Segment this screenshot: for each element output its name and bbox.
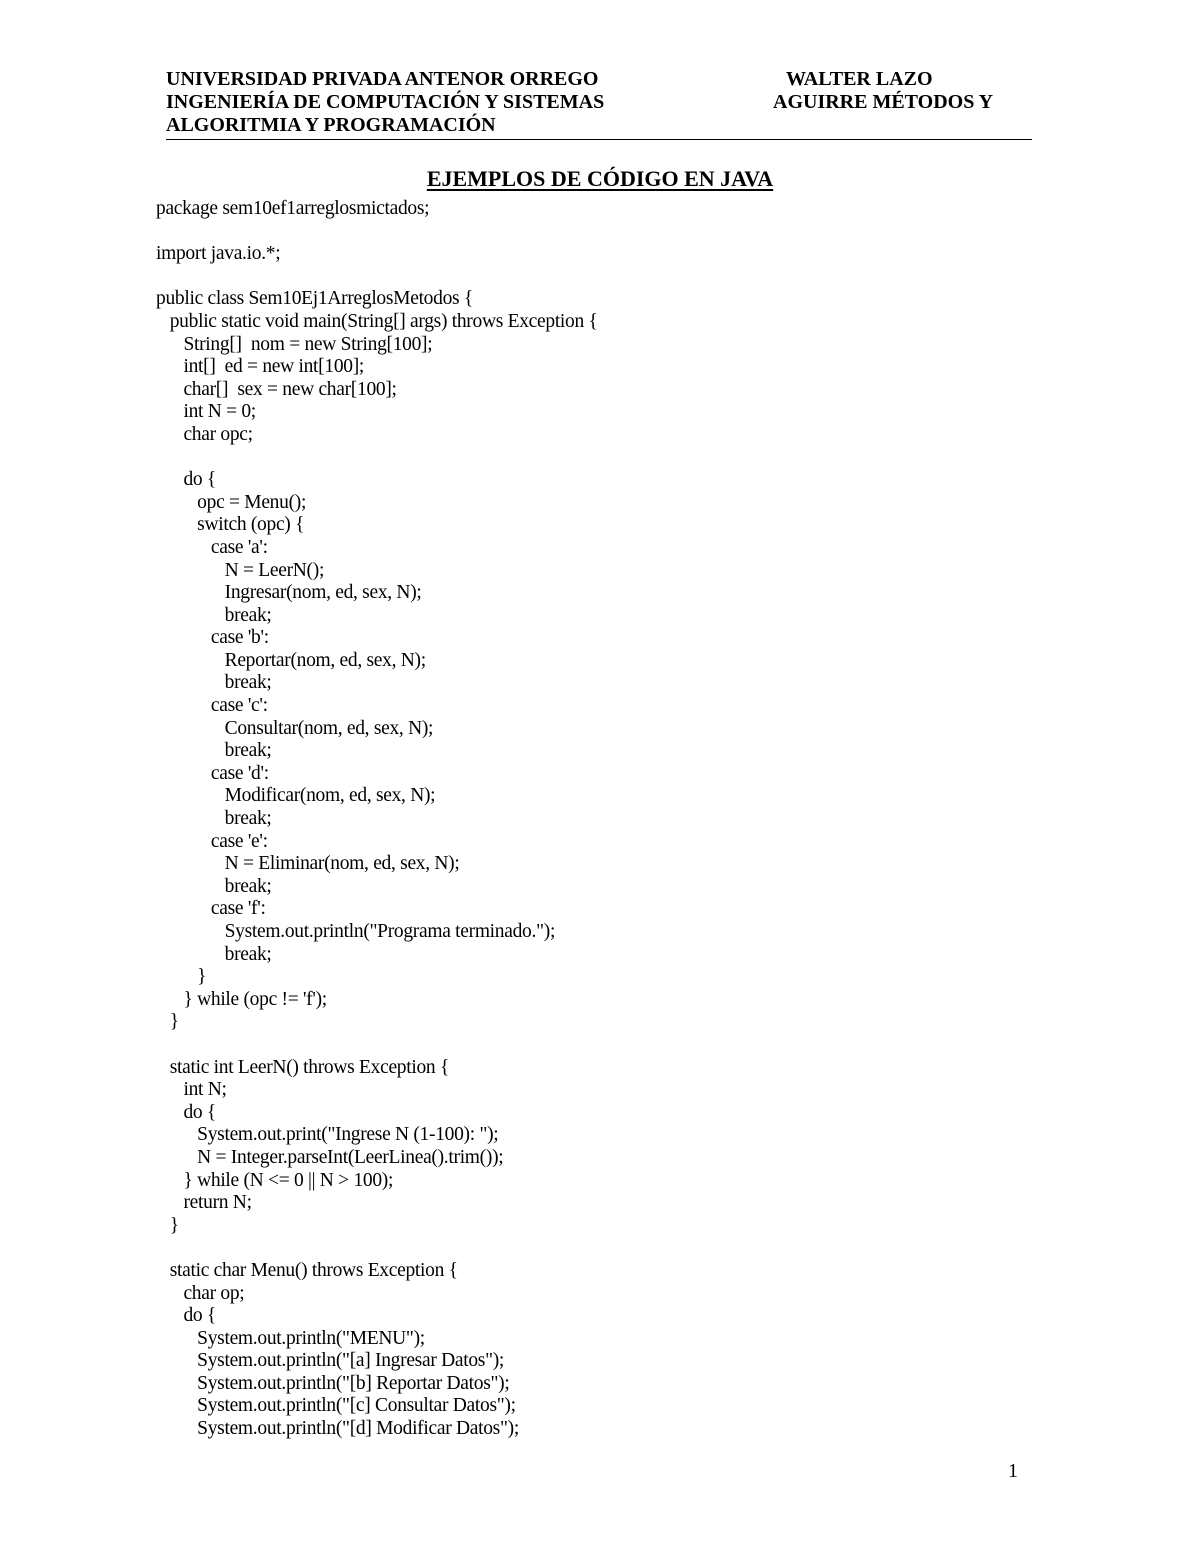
code-line: } while (opc != 'f'); — [156, 988, 327, 1010]
header-faculty: INGENIERÍA DE COMPUTACIÓN Y SISTEMAS — [166, 91, 605, 113]
code-line: int N = 0; — [156, 401, 256, 423]
code-line: System.out.println("Programa terminado."); — [156, 921, 556, 942]
code-line: public class Sem10Ej1ArreglosMetodos { — [156, 288, 473, 310]
code-line: do { — [156, 1101, 216, 1123]
code-line: public static void main(String[] args) throws Exception { — [156, 310, 598, 332]
code-line — [156, 447, 598, 470]
code-line: char opc; — [156, 423, 253, 445]
code-line: package sem10ef1arreglosmictados; — [156, 198, 430, 219]
code-line — [156, 221, 598, 244]
code-line: } — [156, 1011, 179, 1033]
code-line: opc = Menu(); — [156, 491, 307, 513]
page-header — [166, 68, 1032, 137]
code-line: int[] ed = new int[100]; — [156, 356, 365, 378]
code-line: System.out.println("[d] Modificar Datos"); — [156, 1418, 519, 1440]
header-row-1 — [166, 68, 1032, 91]
code-line: do { — [156, 1305, 216, 1327]
header-university: UNIVERSIDAD PRIVADA ANTENOR ORREGO — [166, 68, 599, 90]
code-line: System.out.println("[a] Ingresar Datos"); — [156, 1350, 505, 1372]
document-title-text: EJEMPLOS DE CÓDIGO EN JAVA — [426, 166, 774, 191]
code-line: break; — [156, 740, 272, 762]
page-number: 1 — [1008, 1460, 1018, 1482]
code-line: import java.io.*; — [156, 243, 281, 265]
code-line: break; — [156, 604, 272, 626]
code-line: break; — [156, 943, 272, 965]
code-line: int N; — [156, 1079, 227, 1101]
code-line: case 'f': — [156, 898, 266, 920]
code-line — [156, 1034, 598, 1057]
code-line: switch (opc) { — [156, 514, 305, 536]
header-divider — [166, 139, 1032, 140]
code-line: char op; — [156, 1282, 245, 1304]
header-course: ALGORITMIA Y PROGRAMACIÓN — [166, 114, 496, 136]
code-line: } — [156, 966, 207, 988]
code-line: break; — [156, 808, 272, 830]
code-line: Reportar(nom, ed, sex, N); — [156, 649, 426, 671]
code-line: } — [156, 1214, 179, 1236]
code-line: return N; — [156, 1192, 252, 1214]
code-listing — [156, 198, 598, 1441]
code-line: String[] nom = new String[100]; — [156, 333, 433, 355]
code-line: case 'b': — [156, 627, 269, 649]
code-line: char[] sex = new char[100]; — [156, 378, 397, 400]
header-row-2 — [166, 91, 1032, 114]
code-line: case 'c': — [156, 695, 268, 717]
code-line — [156, 266, 598, 289]
code-line: } while (N <= 0 || N > 100); — [156, 1169, 394, 1191]
code-line: Modificar(nom, ed, sex, N); — [156, 785, 436, 807]
header-row-3 — [166, 114, 1032, 137]
code-line: System.out.println("MENU"); — [156, 1327, 425, 1349]
header-author-line-1: WALTER LAZO — [786, 68, 933, 90]
code-line: break; — [156, 875, 272, 897]
code-line — [156, 1237, 598, 1260]
code-line: N = Integer.parseInt(LeerLinea().trim()); — [156, 1146, 504, 1168]
code-line: N = LeerN(); — [156, 559, 325, 581]
code-line: break; — [156, 672, 272, 694]
header-author-line-2: AGUIRRE MÉTODOS Y — [773, 91, 994, 113]
code-line: case 'a': — [156, 536, 268, 558]
document-title — [0, 166, 1200, 192]
code-line: do { — [156, 469, 216, 491]
code-line: N = Eliminar(nom, ed, sex, N); — [156, 853, 460, 875]
code-line: Consultar(nom, ed, sex, N); — [156, 717, 434, 739]
code-line: case 'd': — [156, 762, 269, 784]
code-line: System.out.print("Ingrese N (1-100): "); — [156, 1124, 499, 1146]
code-line: case 'e': — [156, 830, 268, 852]
code-line: System.out.println("[c] Consultar Datos"); — [156, 1395, 516, 1417]
code-line: System.out.println("[b] Reportar Datos"); — [156, 1372, 510, 1394]
code-line: static int LeerN() throws Exception { — [156, 1056, 450, 1078]
code-line: static char Menu() throws Exception { — [156, 1259, 458, 1281]
code-line: Ingresar(nom, ed, sex, N); — [156, 582, 422, 604]
